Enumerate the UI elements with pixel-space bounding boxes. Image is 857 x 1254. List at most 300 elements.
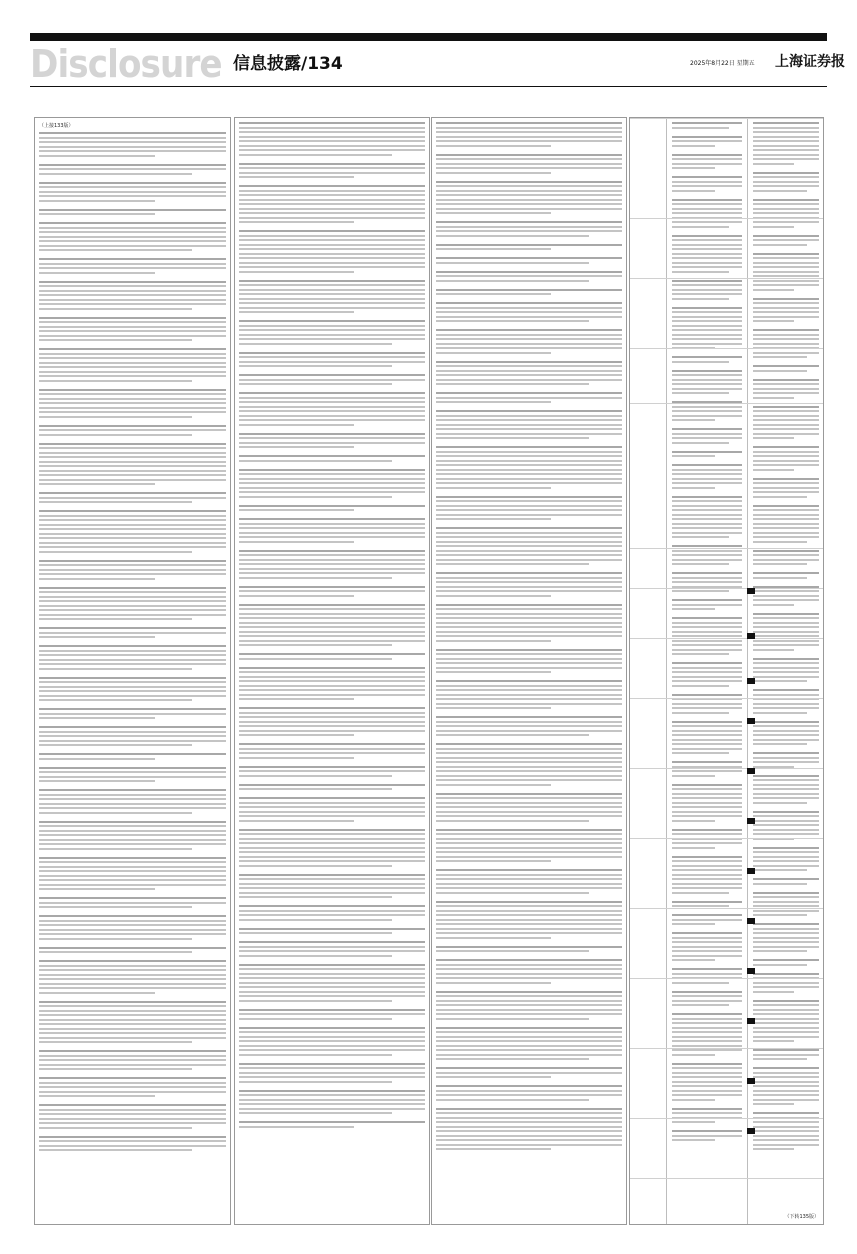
text-line bbox=[753, 1148, 794, 1150]
text-line bbox=[672, 563, 729, 565]
text-line bbox=[672, 811, 742, 813]
text-line bbox=[39, 632, 226, 634]
text-paragraph bbox=[239, 653, 425, 660]
text-line bbox=[239, 847, 425, 849]
text-line bbox=[672, 730, 742, 732]
text-line bbox=[753, 626, 819, 628]
text-line bbox=[436, 752, 622, 754]
text-line bbox=[39, 195, 226, 197]
text-line bbox=[753, 707, 819, 709]
text-line bbox=[753, 505, 819, 507]
text-line bbox=[39, 1109, 226, 1111]
table-row-rule bbox=[630, 1048, 823, 1049]
text-line bbox=[436, 361, 622, 363]
text-line bbox=[39, 699, 192, 701]
table-marker bbox=[747, 633, 755, 639]
text-line bbox=[239, 716, 425, 718]
text-line bbox=[753, 1139, 819, 1141]
text-line bbox=[39, 821, 226, 823]
text-paragraph bbox=[239, 1009, 425, 1020]
text-paragraph bbox=[39, 492, 226, 503]
text-line bbox=[436, 212, 551, 214]
text-line bbox=[672, 1135, 742, 1137]
text-line bbox=[753, 883, 807, 885]
text-paragraph bbox=[436, 122, 622, 147]
text-line bbox=[39, 155, 155, 157]
text-line bbox=[753, 928, 819, 930]
text-line bbox=[672, 392, 729, 394]
text-paragraph bbox=[39, 708, 226, 719]
text-line bbox=[39, 533, 226, 535]
text-paragraph bbox=[39, 164, 226, 175]
text-line bbox=[672, 973, 742, 975]
text-line bbox=[436, 1144, 622, 1146]
text-line bbox=[436, 289, 622, 291]
text-line bbox=[39, 551, 192, 553]
text-paragraph bbox=[39, 1050, 226, 1070]
text-line bbox=[39, 686, 226, 688]
text-line bbox=[39, 713, 226, 715]
text-line bbox=[39, 1140, 226, 1142]
text-line bbox=[239, 473, 425, 475]
text-line bbox=[239, 320, 425, 322]
text-line bbox=[753, 1031, 819, 1033]
text-line bbox=[239, 1031, 425, 1033]
text-line bbox=[436, 617, 622, 619]
text-line bbox=[436, 1018, 589, 1020]
text-paragraph bbox=[753, 478, 819, 498]
text-line bbox=[672, 496, 742, 498]
text-line bbox=[436, 622, 622, 624]
text-line bbox=[672, 635, 742, 637]
text-line bbox=[436, 914, 622, 916]
text-line bbox=[753, 802, 807, 804]
text-line bbox=[672, 532, 742, 534]
text-line bbox=[753, 784, 819, 786]
text-line bbox=[672, 208, 742, 210]
text-paragraph bbox=[672, 136, 742, 147]
text-line bbox=[753, 599, 819, 601]
text-line bbox=[239, 950, 425, 952]
text-line bbox=[753, 158, 819, 160]
text-line bbox=[436, 968, 622, 970]
text-line bbox=[672, 284, 742, 286]
text-paragraph bbox=[436, 221, 622, 237]
text-line bbox=[753, 613, 819, 615]
text-line bbox=[753, 284, 819, 286]
text-paragraph bbox=[672, 356, 742, 363]
text-line bbox=[39, 803, 226, 805]
text-line bbox=[672, 329, 742, 331]
text-line bbox=[672, 1085, 742, 1087]
text-line bbox=[436, 1094, 622, 1096]
text-line bbox=[39, 897, 226, 899]
text-paragraph bbox=[672, 968, 742, 984]
text-line bbox=[753, 896, 819, 898]
text-line bbox=[672, 725, 742, 727]
text-line bbox=[436, 892, 589, 894]
text-line bbox=[239, 770, 425, 772]
text-line bbox=[753, 532, 819, 534]
text-line bbox=[672, 815, 742, 817]
text-line bbox=[436, 208, 622, 210]
text-line bbox=[436, 883, 622, 885]
text-line bbox=[239, 757, 354, 759]
text-line bbox=[39, 1005, 226, 1007]
text-line bbox=[436, 766, 622, 768]
text-line bbox=[239, 401, 425, 403]
text-paragraph bbox=[239, 455, 425, 462]
text-line bbox=[39, 524, 226, 526]
text-line bbox=[39, 1091, 226, 1093]
text-paragraph bbox=[672, 932, 742, 961]
table-marker bbox=[747, 868, 755, 874]
text-line bbox=[672, 257, 742, 259]
text-paragraph bbox=[436, 154, 622, 174]
text-line bbox=[239, 266, 425, 268]
text-paragraph bbox=[436, 1108, 622, 1151]
text-line bbox=[239, 329, 425, 331]
disclosure-logo: Disclosure bbox=[30, 42, 222, 86]
text-line bbox=[239, 397, 425, 399]
text-line bbox=[672, 212, 742, 214]
text-line bbox=[239, 1013, 425, 1015]
text-line bbox=[239, 986, 425, 988]
text-line bbox=[672, 743, 742, 745]
text-paragraph bbox=[239, 928, 425, 935]
text-line bbox=[436, 923, 622, 925]
text-line bbox=[436, 775, 622, 777]
text-paragraph bbox=[753, 298, 819, 323]
text-line bbox=[239, 928, 425, 930]
text-paragraph bbox=[39, 677, 226, 702]
text-line bbox=[239, 874, 425, 876]
text-line bbox=[436, 527, 622, 529]
text-line bbox=[39, 470, 226, 472]
text-line bbox=[239, 797, 425, 799]
text-paragraph bbox=[753, 959, 819, 966]
text-line bbox=[672, 1045, 742, 1047]
text-paragraph bbox=[436, 361, 622, 386]
text-line bbox=[672, 878, 742, 880]
text-paragraph bbox=[672, 784, 742, 822]
text-line bbox=[436, 685, 622, 687]
text-line bbox=[39, 1023, 226, 1025]
text-line bbox=[39, 690, 226, 692]
text-line bbox=[753, 527, 819, 529]
text-line bbox=[672, 752, 729, 754]
text-line bbox=[753, 491, 819, 493]
text-line bbox=[39, 348, 226, 350]
text-line bbox=[672, 802, 742, 804]
text-paragraph bbox=[239, 707, 425, 736]
text-line bbox=[436, 1036, 622, 1038]
text-line bbox=[239, 1081, 392, 1083]
text-line bbox=[239, 365, 392, 367]
text-line bbox=[39, 240, 226, 242]
text-line bbox=[753, 154, 819, 156]
text-line bbox=[753, 563, 807, 565]
text-line bbox=[39, 1014, 226, 1016]
text-line bbox=[436, 230, 622, 232]
text-line bbox=[436, 257, 622, 259]
text-line bbox=[436, 163, 622, 165]
text-line bbox=[753, 221, 819, 223]
text-paragraph bbox=[436, 257, 622, 264]
text-line bbox=[672, 788, 742, 790]
text-line bbox=[39, 933, 226, 935]
text-line bbox=[39, 1113, 226, 1115]
text-line bbox=[436, 730, 622, 732]
text-line bbox=[239, 361, 425, 363]
text-line bbox=[239, 532, 425, 534]
text-line bbox=[436, 662, 622, 664]
text-line bbox=[239, 689, 425, 691]
text-line bbox=[39, 600, 226, 602]
table-marker bbox=[747, 968, 755, 974]
text-line bbox=[436, 293, 551, 295]
text-line bbox=[39, 825, 226, 827]
text-line bbox=[39, 168, 226, 170]
amendment-table bbox=[629, 117, 824, 1225]
text-line bbox=[753, 788, 819, 790]
text-line bbox=[39, 744, 192, 746]
text-line bbox=[672, 554, 742, 556]
text-line bbox=[436, 928, 622, 930]
text-line bbox=[753, 730, 819, 732]
text-line bbox=[753, 122, 819, 124]
text-line bbox=[39, 425, 226, 427]
text-line bbox=[39, 186, 226, 188]
text-line bbox=[753, 271, 819, 273]
text-line bbox=[753, 257, 819, 259]
text-line bbox=[753, 424, 819, 426]
text-line bbox=[239, 568, 425, 570]
text-paragraph bbox=[672, 199, 742, 228]
text-line bbox=[39, 1095, 155, 1097]
text-line bbox=[39, 362, 226, 364]
text-line bbox=[672, 185, 742, 187]
text-line bbox=[436, 136, 622, 138]
text-paragraph bbox=[239, 784, 425, 791]
text-line bbox=[239, 712, 425, 714]
text-line bbox=[672, 694, 742, 696]
text-line bbox=[436, 307, 622, 309]
text-line bbox=[39, 866, 226, 868]
text-line bbox=[239, 1027, 425, 1029]
text-line bbox=[753, 329, 819, 331]
text-line bbox=[239, 721, 425, 723]
text-line bbox=[239, 694, 425, 696]
text-line bbox=[39, 951, 192, 953]
text-line bbox=[39, 272, 155, 274]
text-line bbox=[753, 865, 819, 867]
text-line bbox=[672, 1063, 742, 1065]
text-line bbox=[436, 154, 622, 156]
text-line bbox=[753, 536, 819, 538]
text-line bbox=[672, 1072, 742, 1074]
text-paragraph bbox=[672, 464, 742, 489]
text-line bbox=[672, 334, 742, 336]
text-line bbox=[436, 1009, 622, 1011]
column-body bbox=[239, 122, 425, 1128]
text-line bbox=[753, 320, 794, 322]
text-paragraph bbox=[239, 320, 425, 345]
text-paragraph bbox=[753, 235, 819, 246]
text-paragraph bbox=[753, 721, 819, 746]
text-line bbox=[39, 528, 226, 530]
text-line bbox=[672, 770, 742, 772]
text-line bbox=[239, 271, 354, 273]
text-line bbox=[672, 581, 742, 583]
text-line bbox=[672, 860, 742, 862]
text-paragraph bbox=[39, 726, 226, 746]
text-line bbox=[436, 707, 551, 709]
text-paragraph bbox=[436, 496, 622, 521]
text-line bbox=[672, 680, 742, 682]
text-line bbox=[672, 280, 742, 282]
text-line bbox=[436, 716, 622, 718]
text-line bbox=[753, 343, 819, 345]
text-line bbox=[436, 581, 622, 583]
text-line bbox=[436, 478, 622, 480]
text-line bbox=[239, 1103, 425, 1105]
text-line bbox=[436, 505, 622, 507]
text-paragraph bbox=[672, 307, 742, 350]
table-marker bbox=[747, 918, 755, 924]
text-line bbox=[672, 167, 715, 169]
text-line bbox=[239, 919, 392, 921]
text-line bbox=[436, 352, 551, 354]
text-line bbox=[753, 1076, 819, 1078]
text-line bbox=[239, 635, 425, 637]
text-line bbox=[672, 559, 742, 561]
text-line bbox=[672, 482, 742, 484]
text-line bbox=[39, 1059, 226, 1061]
text-line bbox=[436, 122, 622, 124]
text-line bbox=[436, 248, 551, 250]
text-line bbox=[436, 343, 622, 345]
text-line bbox=[39, 924, 226, 926]
text-line bbox=[39, 969, 226, 971]
text-line bbox=[436, 446, 622, 448]
text-line bbox=[753, 590, 819, 592]
text-line bbox=[753, 779, 819, 781]
text-line bbox=[436, 383, 589, 385]
text-line bbox=[239, 932, 392, 934]
text-line bbox=[39, 411, 226, 413]
text-line bbox=[39, 281, 226, 283]
text-line bbox=[753, 986, 819, 988]
text-line bbox=[39, 947, 226, 949]
text-line bbox=[39, 965, 226, 967]
text-paragraph bbox=[436, 181, 622, 215]
text-line bbox=[39, 906, 192, 908]
text-line bbox=[436, 950, 589, 952]
text-line bbox=[753, 649, 794, 651]
text-line bbox=[672, 545, 742, 547]
text-line bbox=[436, 518, 551, 520]
text-line bbox=[436, 1112, 622, 1114]
text-line bbox=[239, 302, 425, 304]
text-line bbox=[753, 1121, 819, 1123]
text-paragraph bbox=[436, 743, 622, 786]
text-paragraph bbox=[753, 505, 819, 543]
text-paragraph bbox=[436, 604, 622, 642]
text-line bbox=[436, 694, 622, 696]
text-line bbox=[672, 622, 742, 624]
text-line bbox=[239, 856, 425, 858]
text-line bbox=[753, 869, 807, 871]
text-line bbox=[436, 410, 622, 412]
table-row-rule bbox=[630, 1118, 823, 1119]
text-line bbox=[672, 451, 742, 453]
text-line bbox=[39, 1019, 226, 1021]
text-line bbox=[436, 1000, 622, 1002]
text-line bbox=[39, 519, 226, 521]
text-line bbox=[753, 1022, 819, 1024]
text-line bbox=[436, 127, 622, 129]
text-line bbox=[239, 788, 392, 790]
text-line bbox=[39, 236, 226, 238]
text-line bbox=[436, 635, 622, 637]
text-line bbox=[436, 658, 622, 660]
text-line bbox=[239, 356, 425, 358]
text-line bbox=[239, 653, 425, 655]
text-line bbox=[239, 424, 354, 426]
text-line bbox=[239, 977, 425, 979]
table-divider bbox=[666, 118, 667, 1224]
text-line bbox=[672, 361, 729, 363]
text-paragraph bbox=[753, 811, 819, 840]
text-line bbox=[436, 937, 551, 939]
text-line bbox=[436, 455, 622, 457]
text-line bbox=[436, 1139, 622, 1141]
text-line bbox=[753, 910, 819, 912]
text-line bbox=[672, 707, 742, 709]
text-line bbox=[672, 631, 742, 633]
text-paragraph bbox=[436, 649, 622, 674]
text-paragraph bbox=[39, 897, 226, 908]
text-line bbox=[672, 761, 742, 763]
text-line bbox=[436, 874, 622, 876]
text-line bbox=[753, 478, 819, 480]
text-line bbox=[672, 721, 742, 723]
text-line bbox=[436, 392, 622, 394]
text-line bbox=[436, 1126, 622, 1128]
text-paragraph bbox=[239, 743, 425, 759]
text-line bbox=[672, 338, 742, 340]
text-line bbox=[39, 263, 226, 265]
text-line bbox=[672, 383, 742, 385]
text-line bbox=[39, 303, 226, 305]
text-paragraph bbox=[672, 572, 742, 592]
text-line bbox=[239, 784, 425, 786]
text-line bbox=[39, 443, 226, 445]
text-line bbox=[39, 1010, 226, 1012]
table-marker bbox=[747, 1078, 755, 1084]
text-line bbox=[436, 1049, 622, 1051]
text-line bbox=[672, 883, 742, 885]
table-marker bbox=[747, 768, 755, 774]
text-paragraph bbox=[436, 410, 622, 439]
text-line bbox=[39, 596, 226, 598]
text-line bbox=[39, 614, 226, 616]
text-line bbox=[436, 995, 622, 997]
text-line bbox=[39, 398, 226, 400]
text-line bbox=[239, 289, 425, 291]
text-line bbox=[39, 1086, 226, 1088]
